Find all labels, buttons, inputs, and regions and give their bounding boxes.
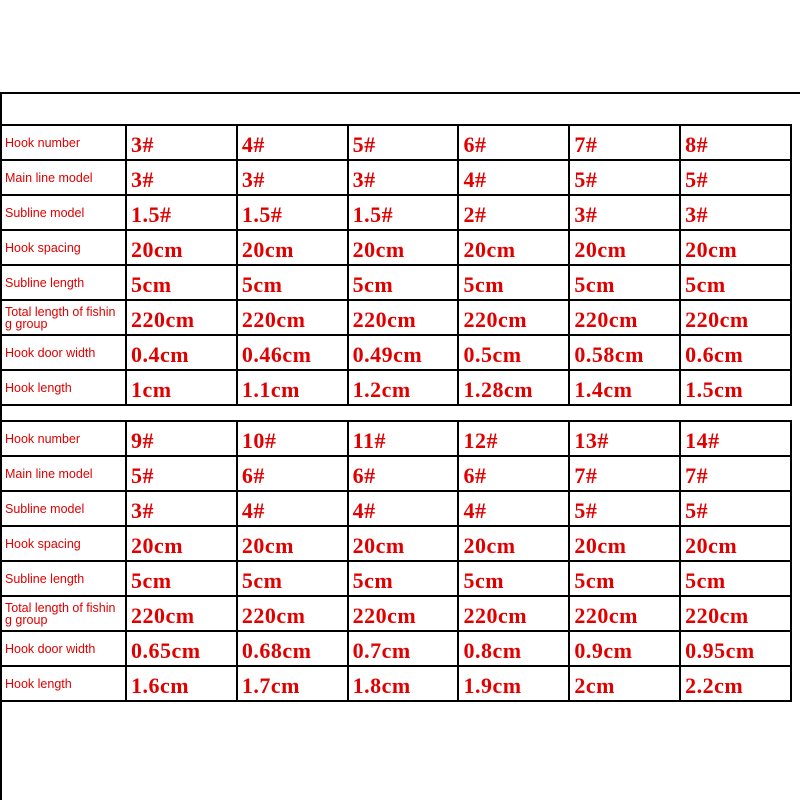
table-cell: 20cm	[126, 526, 237, 561]
table-cell: 10#	[237, 421, 348, 456]
row-label: Hook length	[0, 666, 126, 701]
table-cell: 5#	[569, 491, 680, 526]
table-cell: 0.8cm	[458, 631, 569, 666]
table-cell: 20cm	[126, 230, 237, 265]
table-cell: 5cm	[237, 265, 348, 300]
table-cell: 0.7cm	[348, 631, 459, 666]
table-cell: 1.2cm	[348, 370, 459, 405]
table-cell: 5cm	[126, 561, 237, 596]
table-cell: 4#	[237, 125, 348, 160]
table-cell: 6#	[458, 125, 569, 160]
row-label: Hook number	[0, 421, 126, 456]
table-row	[0, 421, 791, 456]
table-cell: 0.6cm	[680, 335, 791, 370]
table-cell: 7#	[680, 456, 791, 491]
table-cell: 5#	[680, 491, 791, 526]
table-cell: 8#	[680, 125, 791, 160]
table-cell: 0.58cm	[569, 335, 680, 370]
table-cell: 5cm	[458, 265, 569, 300]
table-cell: 220cm	[348, 596, 459, 631]
table-cell: 220cm	[126, 596, 237, 631]
table-cell: 20cm	[237, 230, 348, 265]
table-cell: 1.7cm	[237, 666, 348, 701]
table-cell: 3#	[126, 160, 237, 195]
table-cell: 220cm	[237, 300, 348, 335]
table-cell: 3#	[680, 195, 791, 230]
table-cell: 5#	[569, 160, 680, 195]
table-cell: 5#	[348, 125, 459, 160]
row-label: Subline length	[0, 265, 126, 300]
table-cell: 3#	[348, 160, 459, 195]
table-row	[0, 666, 791, 701]
table-cell: 220cm	[237, 596, 348, 631]
table-cell: 4#	[458, 160, 569, 195]
row-label: Subline length	[0, 561, 126, 596]
row-label: Hook spacing	[0, 230, 126, 265]
table-row	[0, 195, 791, 230]
table-cell: 6#	[237, 456, 348, 491]
table-cell: 5cm	[237, 561, 348, 596]
table-cell: 20cm	[237, 526, 348, 561]
table-row	[0, 561, 791, 596]
row-label: Hook door width	[0, 335, 126, 370]
table-row	[0, 526, 791, 561]
table-cell: 4#	[237, 491, 348, 526]
table-cell: 1cm	[126, 370, 237, 405]
table-cell: 11#	[348, 421, 459, 456]
table-row	[0, 125, 791, 160]
row-label: Total length of fishin g group	[0, 596, 126, 631]
table-cell: 5cm	[458, 561, 569, 596]
table-row	[0, 230, 791, 265]
table-cell: 20cm	[348, 230, 459, 265]
table-cell: 6#	[348, 456, 459, 491]
table-cell: 14#	[680, 421, 791, 456]
table-cell: 1.4cm	[569, 370, 680, 405]
table-cell: 3#	[126, 125, 237, 160]
table-cell: 220cm	[569, 300, 680, 335]
table-cell: 12#	[458, 421, 569, 456]
table-cell: 3#	[237, 160, 348, 195]
row-label: Subline model	[0, 491, 126, 526]
table-cell: 20cm	[458, 230, 569, 265]
table-cell: 20cm	[680, 230, 791, 265]
table-cell: 5cm	[348, 561, 459, 596]
table-cell: 5#	[680, 160, 791, 195]
table-cell: 1.1cm	[237, 370, 348, 405]
table-cell: 20cm	[680, 526, 791, 561]
table-row	[0, 160, 791, 195]
top-rule	[0, 92, 800, 94]
table-row	[0, 631, 791, 666]
table-cell: 220cm	[126, 300, 237, 335]
table-cell: 13#	[569, 421, 680, 456]
table-cell: 1.28cm	[458, 370, 569, 405]
table-cell: 3#	[569, 195, 680, 230]
row-label: Hook number	[0, 125, 126, 160]
table-cell: 5#	[126, 456, 237, 491]
table-cell: 1.8cm	[348, 666, 459, 701]
table-cell: 1.6cm	[126, 666, 237, 701]
table-cell: 4#	[458, 491, 569, 526]
table-cell: 5cm	[126, 265, 237, 300]
table-cell: 220cm	[680, 596, 791, 631]
table-cell: 0.95cm	[680, 631, 791, 666]
table-cell: 6#	[458, 456, 569, 491]
table-cell: 7#	[569, 125, 680, 160]
table-cell: 220cm	[458, 596, 569, 631]
table-cell: 5cm	[680, 561, 791, 596]
table-cell: 4#	[348, 491, 459, 526]
spec-table-1	[0, 124, 792, 406]
table-row	[0, 596, 791, 631]
table-cell: 220cm	[458, 300, 569, 335]
table-cell: 2cm	[569, 666, 680, 701]
row-label: Hook spacing	[0, 526, 126, 561]
table-cell: 0.4cm	[126, 335, 237, 370]
table-cell: 2.2cm	[680, 666, 791, 701]
table-cell: 0.49cm	[348, 335, 459, 370]
table-cell: 20cm	[569, 526, 680, 561]
table-cell: 1.5#	[126, 195, 237, 230]
table-cell: 7#	[569, 456, 680, 491]
table-cell: 220cm	[680, 300, 791, 335]
table-cell: 1.5#	[237, 195, 348, 230]
table-cell: 1.9cm	[458, 666, 569, 701]
table-cell: 5cm	[569, 265, 680, 300]
table-cell: 0.9cm	[569, 631, 680, 666]
table-cell: 1.5#	[348, 195, 459, 230]
table-cell: 5cm	[569, 561, 680, 596]
row-label: Hook length	[0, 370, 126, 405]
table-cell: 20cm	[348, 526, 459, 561]
table-row	[0, 265, 791, 300]
table-cell: 1.5cm	[680, 370, 791, 405]
row-label: Total length of fishin g group	[0, 300, 126, 335]
table-cell: 5cm	[348, 265, 459, 300]
row-label: Main line model	[0, 160, 126, 195]
table-cell: 20cm	[458, 526, 569, 561]
table-cell: 3#	[126, 491, 237, 526]
table-cell: 20cm	[569, 230, 680, 265]
table-cell: 220cm	[348, 300, 459, 335]
table-row	[0, 335, 791, 370]
table-row	[0, 370, 791, 405]
table-cell: 0.46cm	[237, 335, 348, 370]
table-row	[0, 300, 791, 335]
table-cell: 0.5cm	[458, 335, 569, 370]
table-cell: 5cm	[680, 265, 791, 300]
table-cell: 220cm	[569, 596, 680, 631]
table-row	[0, 491, 791, 526]
spec-table-2	[0, 420, 792, 702]
table-cell: 2#	[458, 195, 569, 230]
table-row	[0, 456, 791, 491]
row-label: Hook door width	[0, 631, 126, 666]
table-cell: 9#	[126, 421, 237, 456]
row-label: Subline model	[0, 195, 126, 230]
row-label: Main line model	[0, 456, 126, 491]
table-cell: 0.65cm	[126, 631, 237, 666]
table-cell: 0.68cm	[237, 631, 348, 666]
